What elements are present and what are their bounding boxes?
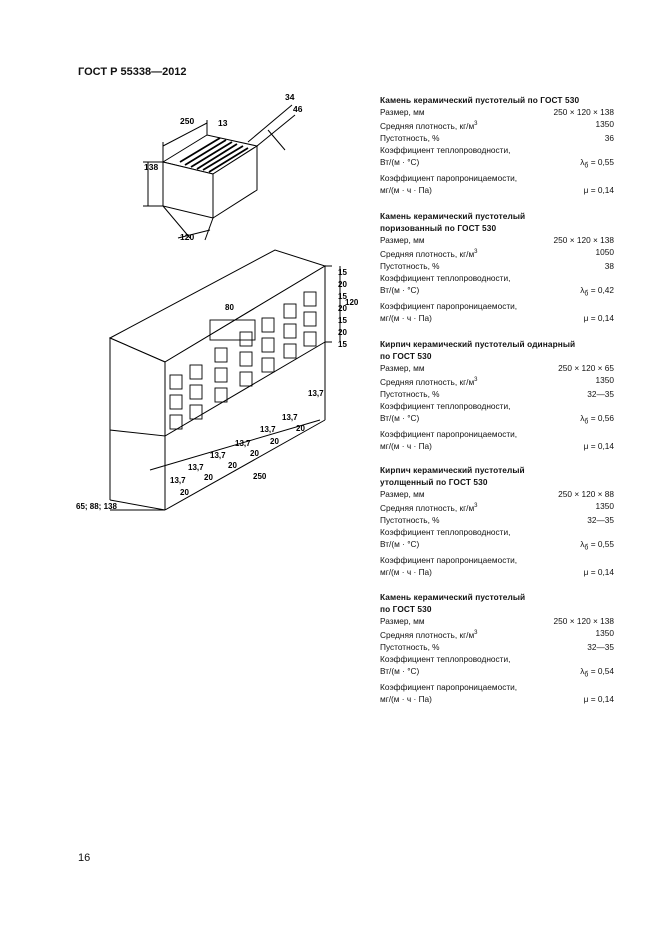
- mu-symbol: μ: [583, 185, 589, 196]
- block-title-line1: Камень керамический пустотелый: [380, 592, 526, 602]
- dim-side: 65; 88; 138: [76, 502, 117, 511]
- size-value: 250 × 120 × 88: [558, 489, 614, 499]
- lambda-symbol: λ: [580, 284, 585, 295]
- brick-drawings-svg: [70, 90, 360, 550]
- thermal-label: Коэффициент теплопроводности,: [380, 144, 511, 155]
- dim-label-46: 46: [293, 104, 303, 114]
- thermal-value: = 0,42: [590, 284, 614, 295]
- void-value: 38: [604, 260, 614, 271]
- vapor-label: Коэффициент паропроницаемости,: [380, 682, 518, 693]
- dim-bottom-12: 13,7: [308, 389, 324, 398]
- spec-block-1: Камень керамический пустотелый по ГОСТ 530 Размер, мм 250 × 120 × 138 Средняя плотность, $кг/м^3$ 1350 Пустотность, % 36 Коэффициент теплопроводности, Вт/(м · °С) $\lambda_б = 0,55$ Коэффициент паропроницаемости, мг/(м · ч · Па) μ = 0,14: [380, 95, 614, 196]
- vapor-value: = 0,14: [590, 694, 614, 705]
- dim-label-138: 138: [144, 162, 159, 172]
- size-value: 250 × 120 × 65: [558, 363, 614, 373]
- lambda-sub: б: [584, 671, 589, 679]
- thermal-value: = 0,55: [590, 156, 614, 167]
- size-value: 250 × 120 × 138: [553, 616, 614, 626]
- thermal-unit: Вт/(м · °С): [380, 156, 420, 167]
- lambda-symbol: λ: [580, 412, 585, 423]
- thermal-unit: Вт/(м · °С): [380, 284, 420, 295]
- dim-bottom-1: 20: [180, 488, 189, 497]
- density-value: 1350: [595, 628, 614, 638]
- void-label: Пустотность, %: [380, 514, 440, 525]
- density-label: Средняя плотность, кг/м: [380, 248, 475, 259]
- spec-block-4: Кирпич керамический пустотелый утолщенный по ГОСТ 530 Размер, мм 250 × 120 × 88 Средняя плотность, $кг/м^3$ 1350 Пустотность, % 32—35 Коэффициент теплопроводности, Вт/(м · °С) $\lambda_б = 0,55$ Коэффициент паропроницаемости, мг/(м · ч · Па) μ = 0,14: [380, 465, 614, 578]
- dim-height-120: 120: [345, 298, 359, 307]
- dim-label-13: 13: [218, 118, 228, 128]
- mu-symbol: μ: [583, 441, 589, 452]
- block-title-line1: Кирпич керамический пустотелый: [380, 465, 525, 475]
- dim-right-0: 15: [338, 268, 347, 277]
- thermal-label: Коэффициент теплопроводности,: [380, 526, 511, 537]
- lambda-sub: б: [584, 544, 589, 552]
- vapor-value: = 0,14: [590, 313, 614, 324]
- block-title-line1: Камень керамический пустотелый: [380, 211, 526, 221]
- spec-block-3: Кирпич керамический пустотелый одинарный по ГОСТ 530 Размер, мм 250 × 120 × 65 Средняя плотность, $кг/м^3$ 1350 Пустотность, % 32—35 Коэффициент теплопроводности, Вт/(м · °С) $\lambda_б = 0,56$ Коэффициент паропроницаемости, мг/(м · ч · Па) μ = 0,14: [380, 339, 614, 452]
- thermal-value: = 0,55: [590, 538, 614, 549]
- vapor-unit: мг/(м · ч · Па): [380, 185, 432, 196]
- vapor-label: Коэффициент паропроницаемости,: [380, 429, 518, 440]
- density-value: 1350: [595, 119, 614, 129]
- lambda-symbol: λ: [580, 156, 585, 167]
- lambda-sub: б: [584, 418, 589, 426]
- dim-right-5: 20: [338, 328, 347, 337]
- density-value: 1350: [595, 501, 614, 511]
- size-value: 250 × 120 × 138: [553, 235, 614, 245]
- void-value: 36: [604, 132, 614, 143]
- size-label: Размер, мм: [380, 107, 425, 117]
- dim-label-250: 250: [180, 116, 195, 126]
- size-label: Размер, мм: [380, 489, 425, 499]
- dim-bottom-8: 13,7: [260, 425, 276, 434]
- dim-slot-80: 80: [225, 303, 234, 312]
- dim-right-2: 15: [338, 292, 347, 301]
- vapor-label: Коэффициент паропроницаемости,: [380, 555, 518, 566]
- dim-bottom-3: 20: [204, 473, 213, 482]
- void-label: Пустотность, %: [380, 388, 440, 399]
- dim-bottom-2: 13,7: [188, 463, 204, 472]
- density-value: 1050: [595, 247, 614, 257]
- dim-label-120: 120: [180, 232, 195, 242]
- block-title-line2: утолщенный по ГОСТ 530: [380, 477, 488, 487]
- size-label: Размер, мм: [380, 616, 425, 626]
- mu-symbol: μ: [583, 567, 589, 578]
- density-label: Средняя плотность, кг/м: [380, 502, 475, 513]
- size-label: Размер, мм: [380, 363, 425, 373]
- dim-right-3: 20: [338, 304, 347, 313]
- dim-right-1: 20: [338, 280, 347, 289]
- dim-bottom-4: 13,7: [210, 451, 226, 460]
- size-label: Размер, мм: [380, 235, 425, 245]
- void-label: Пустотность, %: [380, 132, 440, 143]
- block-title: Камень керамический пустотелый по ГОСТ 530: [380, 95, 580, 105]
- dim-bottom-11: 20: [296, 424, 305, 433]
- vapor-unit: мг/(м · ч · Па): [380, 694, 432, 705]
- block-title-line2: по ГОСТ 530: [380, 351, 432, 361]
- dim-bottom-7: 20: [250, 449, 259, 458]
- page-number: 16: [78, 852, 91, 864]
- density-value: 1350: [595, 375, 614, 385]
- mu-symbol: μ: [583, 313, 589, 324]
- block-title-line1: Кирпич керамический пустотелый одинарный: [380, 339, 576, 349]
- block-title-line2: по ГОСТ 530: [380, 604, 432, 614]
- void-value: 32—35: [587, 388, 614, 399]
- void-label: Пустотность, %: [380, 260, 440, 271]
- density-label: Средняя плотность, кг/м: [380, 376, 475, 387]
- dim-label-34: 34: [285, 92, 295, 102]
- dim-right-6: 15: [338, 340, 347, 349]
- spec-block-2: Камень керамический пустотелый поризованный по ГОСТ 530 Размер, мм 250 × 120 × 138 Средняя плотность, $кг/м^3$ 1050 Пустотность, % 38 Коэффициент теплопроводности, Вт/(м · °С) $\lambda_б = 0,42$ Коэффициент паропроницаемости, мг/(м · ч · Па) μ = 0,14: [380, 211, 614, 324]
- void-value: 32—35: [587, 514, 614, 525]
- thermal-label: Коэффициент теплопроводности,: [380, 272, 511, 283]
- vapor-unit: мг/(м · ч · Па): [380, 441, 432, 452]
- thermal-value: = 0,56: [590, 412, 614, 423]
- thermal-value: = 0,54: [590, 665, 614, 676]
- thermal-unit: Вт/(м · °С): [380, 665, 420, 676]
- vapor-unit: мг/(м · ч · Па): [380, 567, 432, 578]
- dim-bottom-9: 20: [270, 437, 279, 446]
- void-value: 32—35: [587, 641, 614, 652]
- dim-bottom-6: 13,7: [235, 439, 251, 448]
- dim-right-4: 15: [338, 316, 347, 325]
- void-label: Пустотность, %: [380, 641, 440, 652]
- vapor-label: Коэффициент паропроницаемости,: [380, 173, 518, 184]
- brick-drawings: [70, 90, 360, 555]
- vapor-value: = 0,14: [590, 185, 614, 196]
- thermal-unit: Вт/(м · °С): [380, 412, 420, 423]
- mu-symbol: μ: [583, 694, 589, 705]
- thermal-label: Коэффициент теплопроводности,: [380, 653, 511, 664]
- block-title-line2: поризованный по ГОСТ 530: [380, 223, 497, 233]
- density-label: Средняя плотность, кг/м: [380, 629, 475, 640]
- density-label: Средняя плотность, кг/м: [380, 120, 475, 131]
- size-value: 250 × 120 × 138: [553, 107, 614, 117]
- document-header: ГОСТ Р 55338—2012: [78, 66, 187, 78]
- dim-length-250: 250: [253, 472, 267, 481]
- lambda-sub: б: [584, 290, 589, 298]
- thermal-label: Коэффициент теплопроводности,: [380, 400, 511, 411]
- vapor-value: = 0,14: [590, 567, 614, 578]
- dim-bottom-5: 20: [228, 461, 237, 470]
- dim-bottom-0: 13,7: [170, 476, 186, 485]
- lambda-symbol: λ: [580, 538, 585, 549]
- large-brick-drawing: [110, 250, 340, 510]
- vapor-unit: мг/(м · ч · Па): [380, 313, 432, 324]
- spec-block-5: Камень керамический пустотелый по ГОСТ 530 Размер, мм 250 × 120 × 138 Средняя плотность, $кг/м^3$ 1350 Пустотность, % 32—35 Коэффициент теплопроводности, Вт/(м · °С) $\lambda_б = 0,54$ Коэффициент паропроницаемости, мг/(м · ч · Па) μ = 0,14: [380, 592, 614, 705]
- lambda-symbol: λ: [580, 665, 585, 676]
- vapor-label: Коэффициент паропроницаемости,: [380, 301, 518, 312]
- vapor-value: = 0,14: [590, 441, 614, 452]
- thermal-unit: Вт/(м · °С): [380, 538, 420, 549]
- lambda-sub: б: [584, 162, 589, 170]
- dim-bottom-10: 13,7: [282, 413, 298, 422]
